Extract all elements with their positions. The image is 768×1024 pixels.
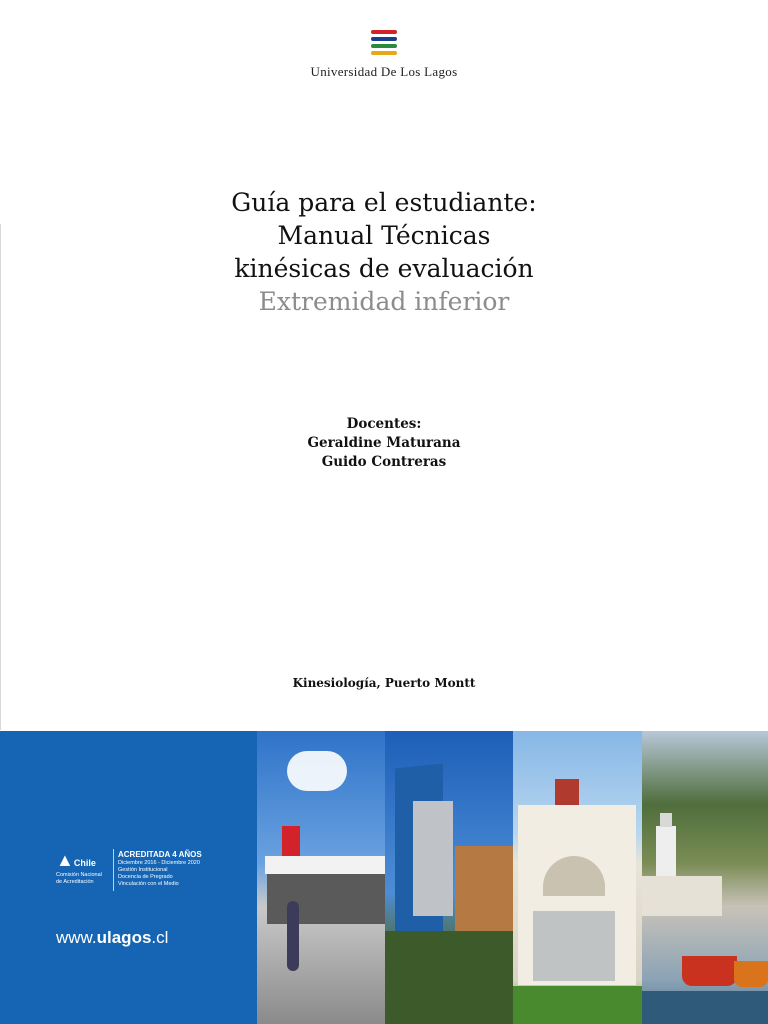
university-flag-icon [371, 30, 397, 58]
accreditation-area: Vinculación con el Medio [118, 881, 179, 887]
cna-agency-line-1: Comisión Nacional [56, 872, 102, 878]
page-edge-line [0, 224, 1, 730]
cna-chile-logo [56, 851, 108, 885]
department-location: Kinesiología, Puerto Montt [292, 676, 476, 690]
campus-photo-harbor [642, 731, 768, 1024]
docentes-block [0, 415, 768, 472]
campus-photo-monument [385, 731, 513, 1024]
campus-photo-plaza [257, 731, 385, 1024]
accreditation-area: Gestión Institucional [118, 867, 168, 873]
document-subtitle: Extremidad inferior [258, 287, 510, 316]
accreditation-area: Docencia de Pregrado [118, 874, 173, 880]
title-line-2: Manual Técnicas [277, 221, 491, 250]
cover-banner [0, 731, 768, 1024]
cna-logo-mark: ▲Chile [56, 850, 96, 870]
accreditation-divider [113, 849, 114, 891]
docentes-label: Docentes: [346, 416, 422, 432]
university-name: Universidad De Los Lagos [310, 64, 458, 79]
docente-name: Guido Contreras [321, 454, 447, 470]
document-title [0, 186, 768, 318]
title-line-3: kinésicas de evaluación [234, 254, 534, 283]
title-line-1: Guía para el estudiante: [231, 188, 537, 217]
accreditation-status: ACREDITADA 4 AÑOS [118, 850, 202, 859]
campus-photo-building [513, 731, 642, 1024]
accreditation-period: Diciembre 2016 - Diciembre 2020 [118, 860, 200, 866]
cna-agency-line-2: de Acreditación [56, 878, 94, 885]
university-logo [0, 30, 768, 80]
accreditation-details [118, 849, 202, 888]
accreditation-badge [56, 849, 246, 899]
docente-name: Geraldine Maturana [307, 435, 461, 451]
website-url: www.ulagos.cl [56, 928, 169, 947]
accreditation-panel [0, 731, 257, 1024]
